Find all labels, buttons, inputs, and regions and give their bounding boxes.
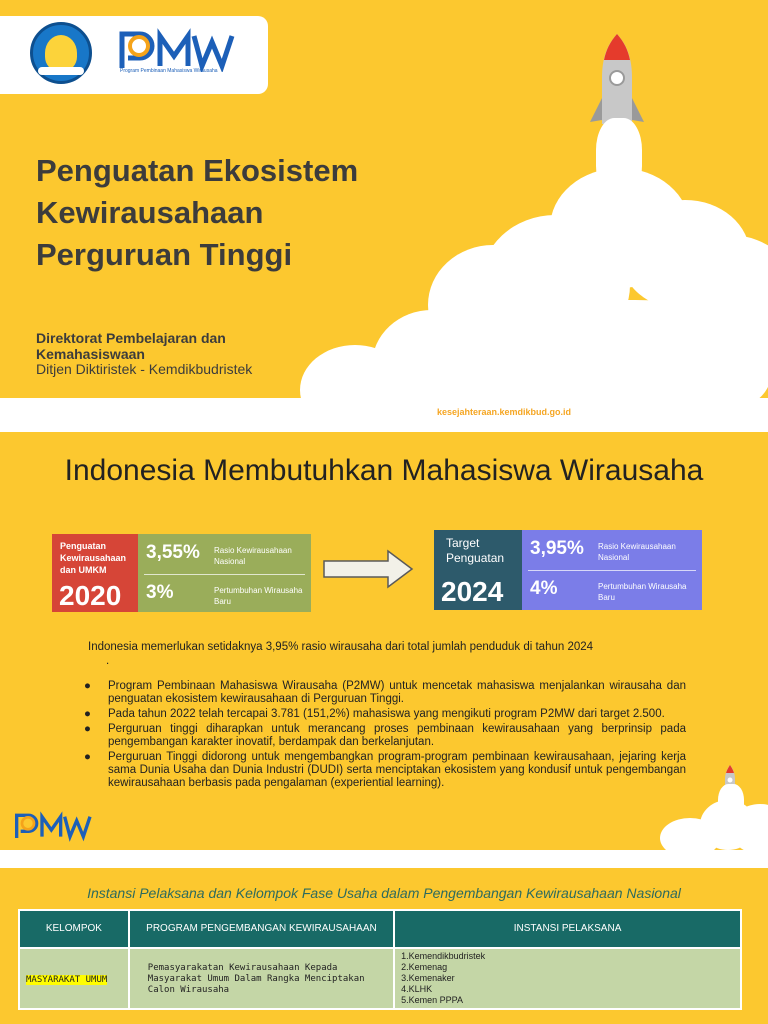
website-url-text[interactable]: kesejahteraan.kemdikbud.go.id xyxy=(436,407,572,417)
p2mw-small-logo-icon xyxy=(14,810,94,842)
intro-text: Indonesia memerlukan setidaknya 3,95% rasio wirausaha dari total jumlah penduduk di tahun 2024 xyxy=(88,641,594,653)
table-title: Instansi Pelaksana dan Kelompok Fase Usaha dalam Pengembangan Kewirausahaan Nasional xyxy=(87,885,681,901)
header-program: PROGRAM PENGEMBANGAN KEWIRAUSAHAAN xyxy=(129,910,394,948)
instansi-cell xyxy=(394,948,741,1009)
table-header-row xyxy=(19,910,741,948)
table-row xyxy=(19,948,741,1009)
bullet-text: Perguruan Tinggi didorong untuk mengembangkan program-program pembinaan kewirausahaan, jejaring kerja sama Dunia Usaha dan Dunia Industri (DUDI) serta menciptakan ekosistem yang kondusif untuk pengembangan kewirausahaan berbasis pada pengalaman (experiential learning). xyxy=(108,751,686,789)
bullet-icon: ● xyxy=(84,723,91,735)
cover-slide xyxy=(0,0,768,430)
box-2024-label xyxy=(434,530,522,610)
ratio-2020-value: 3,55% xyxy=(146,542,200,563)
box-2024-year: 2024 xyxy=(441,576,504,607)
program-table xyxy=(18,909,742,1010)
info-slide xyxy=(0,432,768,850)
instansi-item: 4.KLHK xyxy=(401,984,433,994)
kelompok-cell xyxy=(19,948,129,1009)
intro-dot: . xyxy=(106,655,110,667)
directorate-name: Direktorat Pembelajaran dan Kemahasiswaan xyxy=(36,330,226,362)
bullet-icon: ● xyxy=(84,680,91,692)
cover-title: Penguatan Ekosistem Kewirausahaan Perguruan Tinggi xyxy=(36,153,359,272)
tut-wuri-handayani-logo xyxy=(30,22,92,84)
ratio-2024-value: 3,95% xyxy=(530,538,584,559)
kelompok-highlight: MASYARAKAT UMUM xyxy=(26,975,108,985)
box-2020-caption: Penguatan Kewirausahaan dan UMKM xyxy=(60,541,127,575)
ratio-2020-label: Rasio Kewirausahaan Nasional xyxy=(214,546,292,566)
logo-caption: Program Pembinaan Mahasiswa Wirausaha xyxy=(120,68,218,74)
info-title: Indonesia Membutuhkan Mahasiswa Wirausaha xyxy=(64,454,704,487)
instansi-item: 3.Kemenaker xyxy=(401,973,455,983)
bullet-text: Program Pembinaan Mahasiswa Wirausaha (P2MW) untuk mencetak mahasiswa menjalankan wirausaha dan penguatan ekosistem kewirausahaan di Perguruan Tinggi. xyxy=(108,680,686,705)
bullet-icon: ● xyxy=(84,751,91,763)
box-2020-year: 2020 xyxy=(59,580,122,611)
header-kelompok: KELOMPOK xyxy=(19,910,129,948)
list-item xyxy=(82,680,686,706)
website-url[interactable] xyxy=(0,407,768,417)
list-item xyxy=(82,751,686,790)
bullet-icon: ● xyxy=(84,708,91,720)
box-2020-stats xyxy=(138,534,311,612)
header-instansi: INSTANSI PELAKSANA xyxy=(394,910,741,948)
ditjen-name: Ditjen Diktiristek - Kemdikbudristek xyxy=(36,361,253,377)
table-slide xyxy=(0,868,768,1024)
bullet-list xyxy=(82,680,686,792)
instansi-item: 1.Kemendikbudristek xyxy=(401,951,486,961)
instansi-item: 2.Kemenag xyxy=(401,962,448,972)
box-2020-label xyxy=(52,534,138,612)
box-2024-caption: Target Penguatan xyxy=(446,536,505,565)
ratio-2024-label: Rasio Kewirausahaan Nasional xyxy=(598,542,676,562)
intro-paragraph xyxy=(88,640,688,668)
program-cell: Pemasyarakatan Kewirausahaan Kepada Masyarakat Umum Dalam Rangka Menciptakan Calon Wirausaha xyxy=(129,948,394,1009)
bullet-text: Perguruan tinggi diharapkan untuk merancang proses pembinaan kewirausahaan yang berprinsip pada pengembangan karakter inovatif, berdampak dan berkelanjutan. xyxy=(108,723,686,748)
growth-2020-label: Pertumbuhan Wirausaha Baru xyxy=(214,586,303,606)
bullet-text: Pada tahun 2022 telah tercapai 3.781 (151,2%) mahasiswa yang mengikuti program P2MW dari target 2.500. xyxy=(108,708,665,720)
p2mw-logo xyxy=(118,28,248,80)
list-item xyxy=(82,723,686,749)
box-2024-stats xyxy=(522,530,702,610)
instansi-item: 5.Kemen PPPA xyxy=(401,995,463,1005)
list-item xyxy=(82,708,686,721)
growth-2024-label: Pertumbuhan Wirausaha Baru xyxy=(598,582,687,602)
arrow-right-icon xyxy=(322,549,414,589)
growth-2020-value: 3% xyxy=(146,582,174,603)
growth-2024-value: 4% xyxy=(530,578,558,599)
p2mw-wordmark-icon xyxy=(118,28,238,72)
